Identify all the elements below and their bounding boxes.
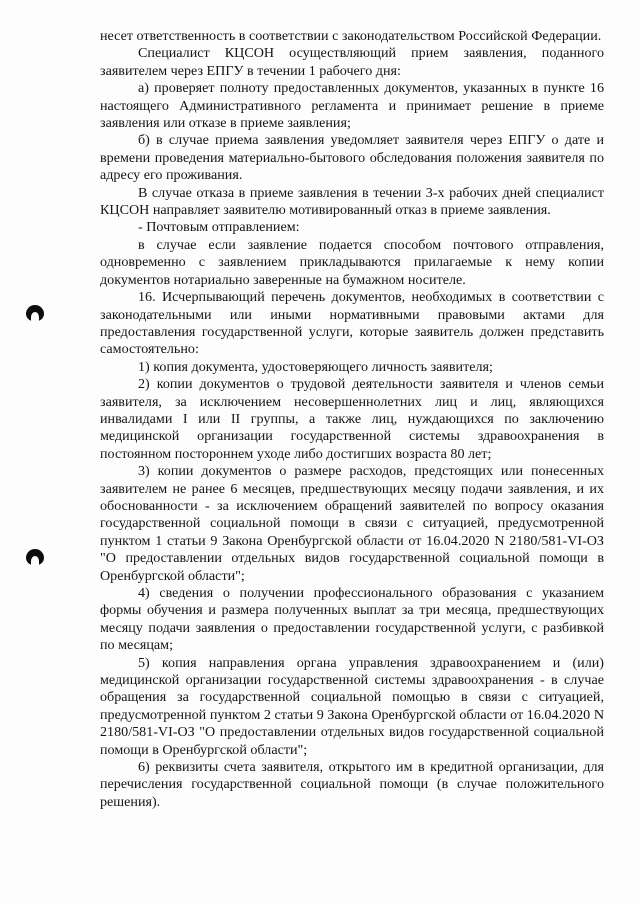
paragraph-postal: в случае если заявление подается способом почтового отправления, одновременно с заявлением прикладываются прилагаемые к нему копии документов нотариально заверенные на бумажном носителе. (100, 236, 604, 288)
punch-hole-top (26, 305, 44, 321)
list-item-4: 4) сведения о получении профессионального образования с указанием формы обучения и размера полученных выплат за три месяца, предшествующих месяцу подачи заявления о предоставлении государственной услуги, с разбивкой по месяцам; (100, 585, 604, 654)
paragraph-section-16: 16. Исчерпывающий перечень документов, необходимых в соответствии с законодательными или иными нормативными правовыми актами для предоставления государственной услуги, которые заявитель должен представить самостоятельно: (100, 289, 604, 358)
punch-hole-bottom (26, 549, 44, 565)
list-item-5: 5) копия направления органа управления здравоохранением и (или) медицинской организации государственной системы здравоохранения - в случае обращения за государственной социальной помощью в связи с ситуацией, предусмотренной пунктом 2 статьи 9 Закона Оренбургской области от 16.04.2020 N 2180/581-VI-ОЗ "О предоставлении отдельных видов государственной социальной помощи в Оренбургской области"; (100, 654, 604, 758)
list-item-6: 6) реквизиты счета заявителя, открытого им в кредитной организации, для перечисления государственной социальной помощи (в случае положительного решения). (100, 759, 604, 810)
paragraph-item-b: б) в случае приема заявления уведомляет заявителя через ЕПГУ о дате и времени проведения материально-бытового обследования положения заявителя по адресу его проживания. (100, 132, 604, 184)
list-item-1: 1) копия документа, удостоверяющего личность заявителя; (138, 358, 493, 375)
paragraph-continuation: несет ответственность в соответствии с законодательством Российской Федерации. (100, 28, 602, 44)
paragraph-refusal: В случае отказа в приеме заявления в течении 3-х рабочих дней специалист КЦСОН направляет заявителю мотивированный отказ в приеме заявления. (100, 184, 604, 219)
list-item-2: 2) копии документов о трудовой деятельности заявителя и членов семьи заявителя, за исключением несовершеннолетних лиц и лиц, являющихся инвалидами I или II группы, а также лиц, нуждающихся по заключению медицинской организации государственной системы здравоохранения в постоянном постороннем уходе либо достигших возраста 80 лет; (100, 376, 604, 462)
paragraph-postal-heading: - Почтовым отправлением: (138, 219, 300, 236)
paragraph-specialist: Специалист КЦСОН осуществляющий прием заявления, поданного заявителем через ЕПГУ в течении 1 рабочего дня: (100, 45, 604, 79)
list-item-3: 3) копии документов о размере расходов, предстоящих или понесенных заявителем не ранее 6 месяцев, предшествующих месяцу подачи заявления, и их обоснованности - за исключением обращений заявителей по вопросу оказания государственной социальной помощи в связи с ситуацией, предусмотренной пунктом 1 статьи 9 Закона Оренбургской области от 16.04.2020 N 2180/581-VI-ОЗ "О предоставлении отдельных видов государственной социальной помощи в Оренбургской области"; (100, 463, 604, 584)
document-body (100, 28, 604, 811)
paragraph-item-a: а) проверяет полноту предоставленных документов, указанных в пункте 16 настоящего Административного регламента и принимает решение в приеме заявления или отказе в приеме заявления; (100, 80, 604, 132)
